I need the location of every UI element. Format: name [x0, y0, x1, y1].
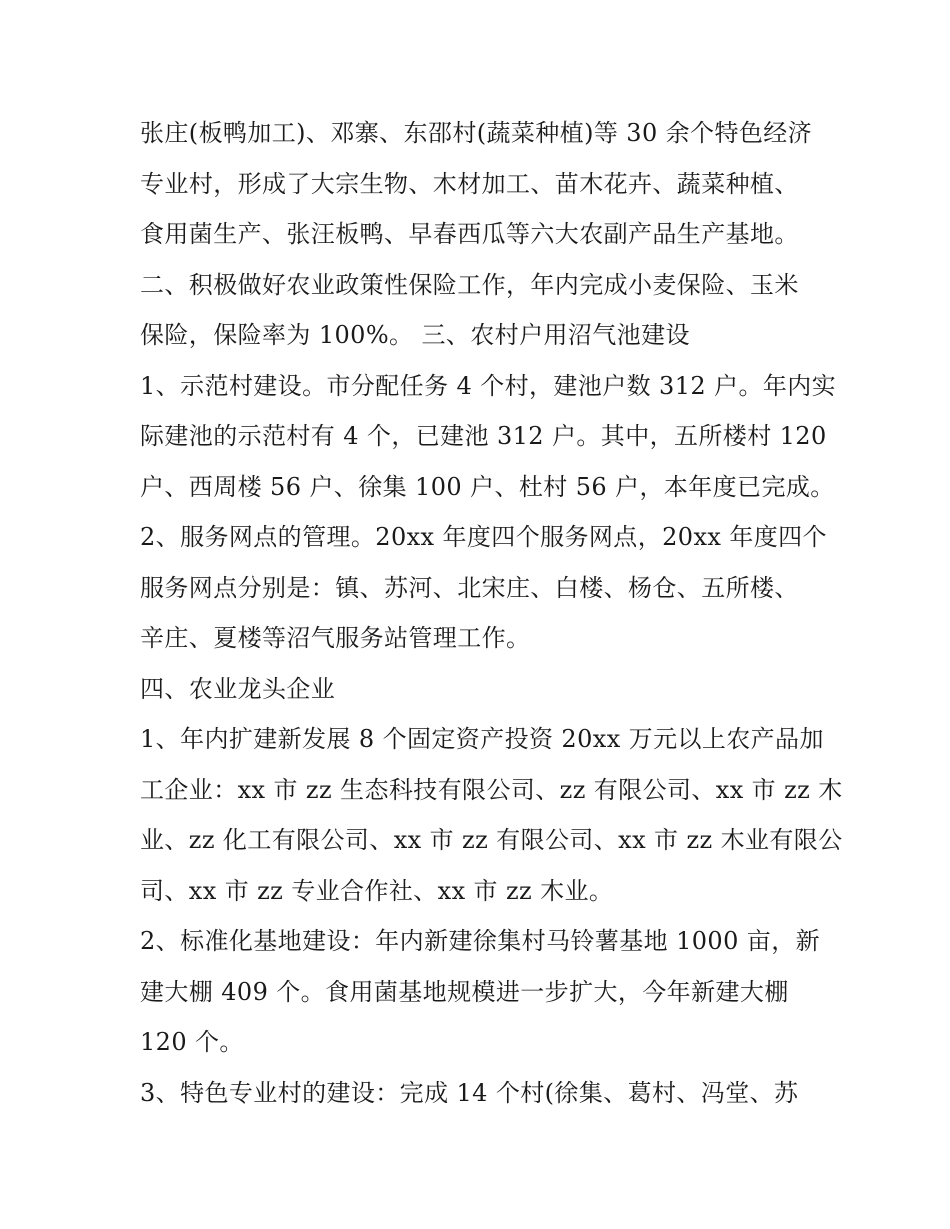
text-line-7: 际建池的示范村有 4 个，已建池 312 户。其中，五所楼村 120: [140, 422, 827, 450]
text-line-14: 工企业：xx 市 zz 生态科技有限公司、zz 有限公司、xx 市 zz 木: [140, 775, 843, 804]
text-line-1: 张庄(板鸭加工)、邓寨、东邵村(蔬菜种植)等 30 余个特色经济: [140, 119, 813, 147]
text-line-3: 食用菌生产、张汪板鸭、早春西瓜等六大农副产品生产基地。: [140, 220, 799, 248]
text-line-19: 120 个。: [140, 1028, 244, 1056]
text-line-6: 1、示范村建设。市分配任务 4 个村，建池户数 312 户。年内实: [140, 371, 837, 400]
text-line-10: 服务网点分别是：镇、苏河、北宋庄、白楼、杨仓、五所楼、: [140, 573, 799, 602]
text-line-11: 辛庄、夏楼等沼气服务站管理工作。: [140, 624, 531, 652]
text-line-17: 2、标准化基地建设：年内新建徐集村马铃薯基地 1000 亩，新: [140, 927, 821, 955]
text-line-20: 3、特色专业村的建设：完成 14 个村(徐集、葛村、冯堂、苏: [140, 1078, 799, 1107]
text-line-2: 专业村，形成了大宗生物、木材加工、苗木花卉、蔬菜种植、: [140, 169, 799, 198]
text-line-18: 建大棚 409 个。食用菌基地规模进一步扩大，今年新建大棚: [140, 977, 789, 1006]
text-line-13: 1、年内扩建新发展 8 个固定资产投资 20xx 万元以上农产品加: [140, 725, 824, 753]
document-body: [140, 108, 843, 1118]
section-heading-agriculture-enterprises: 四、农业龙头企业: [140, 674, 336, 703]
text-line-16: 司、xx 市 zz 专业合作社、xx 市 zz 木业。: [140, 876, 614, 905]
text-line-4: 二、积极做好农业政策性保险工作，年内完成小麦保险、玉米: [140, 270, 799, 299]
text-line-8: 户、西周楼 56 户、徐集 100 户、杜村 56 户，本年度已完成。: [140, 472, 835, 501]
text-line-5: 保险，保险率为 100%。 三、农村户用沼气池建设: [140, 321, 690, 349]
text-line-9: 2、服务网点的管理。20xx 年度四个服务网点，20xx 年度四个: [140, 523, 827, 551]
text-line-15: 业、zz 化工有限公司、xx 市 zz 有限公司、xx 市 zz 木业有限公: [140, 826, 843, 854]
